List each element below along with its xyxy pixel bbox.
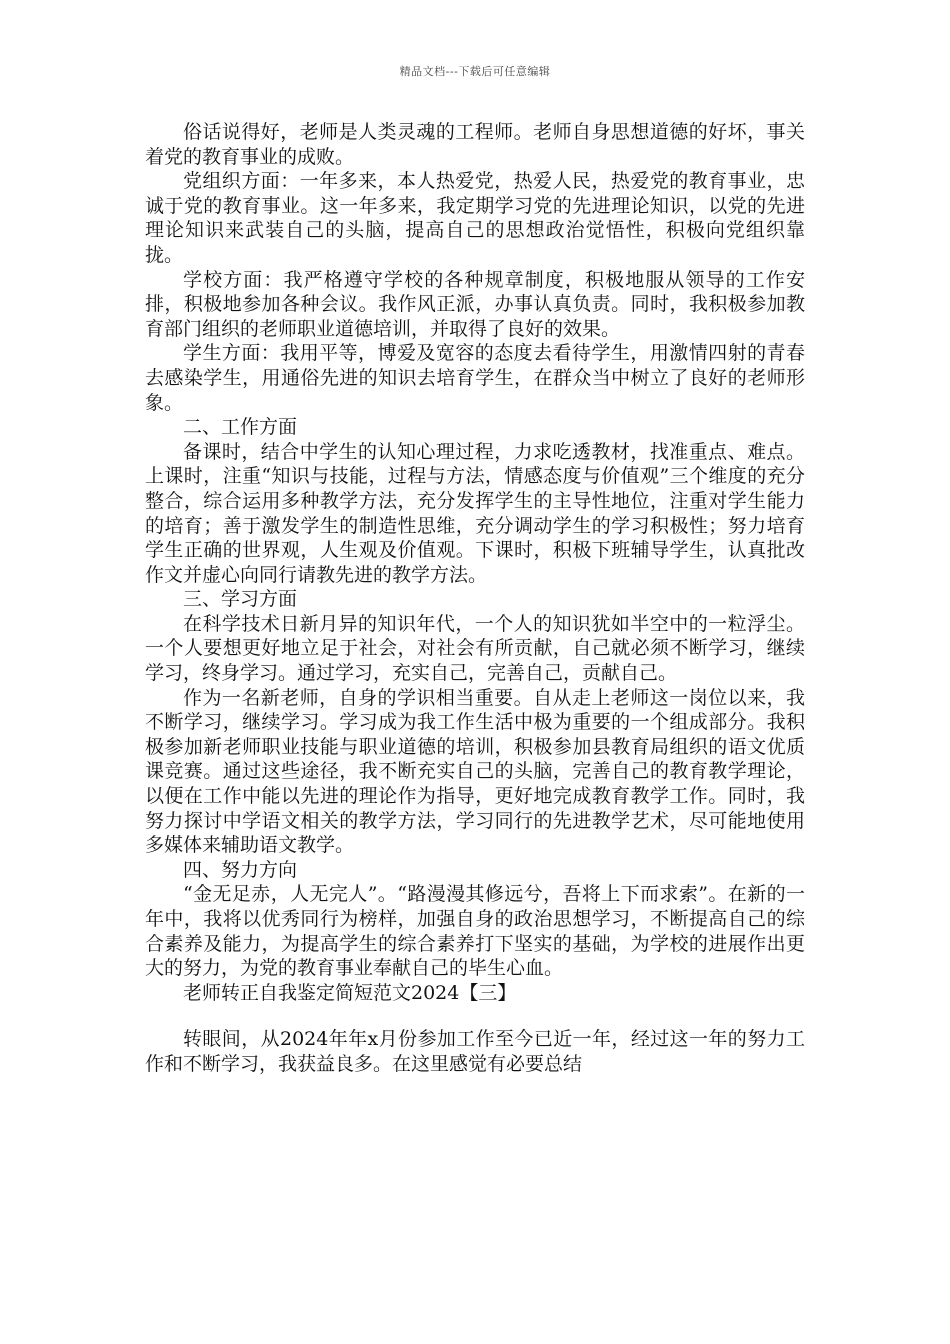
document-body [145, 120, 805, 1077]
paragraph-work: 备课时，结合中学生的认知心理过程，力求吃透教材，找准重点、难点。上课时，注重“知识与技能，过程与方法，情感态度与价值观”三个维度的充分整合，综合运用多种教学方法，充分发挥学生的主导性地位，注重对学生能力的培育；善于激发学生的制造性思维，充分调动学生的学习积极性；努力培育学生正确的世界观，人生观及价值观。下课时，积极下班辅导学生，认真批改作文并虚心向同行请教先进的教学方法。 [145, 440, 805, 586]
document-subtitle: 老师转正自我鉴定简短范文2024【三】 [183, 981, 517, 1004]
section-heading-study: 三、学习方面 [183, 588, 298, 611]
paragraph-study-2: 作为一名新老师，自身的学识相当重要。自从走上老师这一岗位以来，我不断学习，继续学习。学习成为我工作生活中极为重要的一个组成部分。我积极参加新老师职业技能与职业道德的培训，积极参加县教育局组织的语文优质课竞赛。通过这些途径，我不断充实自己的头脑，完善自己的教育教学理论，以便在工作中能以先进的理论作为指导，更好地完成教育教学工作。同时，我努力探讨中学语文相关的教学方法，学习同行的先进教学艺术，尽可能地使用多媒体来辅助语文教学。 [145, 686, 805, 857]
paragraph-intro: 俗话说得好，老师是人类灵魂的工程师。老师自身思想道德的好坏，事关着党的教育事业的成败。 [145, 121, 805, 168]
paragraph-school: 学校方面：我严格遵守学校的各种规章制度，积极地服从领导的工作安排，积极地参加各种会议。我作风正派，办事认真负责。同时，我积极参加教育部门组织的老师职业道德培训，并取得了良好的效果。 [145, 268, 805, 340]
section-heading-direction: 四、努力方向 [183, 858, 298, 881]
page-header: 精品文档---下载后可任意编辑 [399, 65, 551, 78]
paragraph-students: 学生方面：我用平等，博爱及宽容的态度去看待学生，用激情四射的青春去感染学生，用通俗先进的知识去培育学生，在群众当中树立了良好的老师形象。 [145, 342, 805, 414]
paragraph-summary-start: 转眼间，从2024年年x月份参加工作至今已近一年，经过这一年的努力工作和不断学习，我获益良多。在这里感觉有必要总结 [145, 1028, 805, 1075]
paragraph-direction: “金无足赤，人无完人”。“路漫漫其修远兮，吾将上下而求索”。在新的一年中，我将以优秀同行为榜样，加强自身的政治思想学习，不断提高自己的综合素养及能力，为提高学生的综合素养打下坚实的基础，为学校的进展作出更大的努力，为党的教育事业奉献自己的毕生心血。 [145, 883, 805, 980]
section-heading-work: 二、工作方面 [183, 416, 298, 439]
paragraph-study-1: 在科学技术日新月异的知识年代，一个人的知识犹如半空中的一粒浮尘。一个人要想更好地立足于社会，对社会有所贡献，自己就必须不断学习，继续学习，终身学习。通过学习，充实自己，完善自己，贡献自己。 [145, 612, 805, 685]
paragraph-party: 党组织方面：一年多来，本人热爱党，热爱人民，热爱党的教育事业，忠诚于党的教育事业。这一年多来，我定期学习党的先进理论知识，以党的先进理论知识来武装自己的头脑，提高自己的思想政治觉悟性，积极向党组织靠拢。 [145, 170, 805, 266]
